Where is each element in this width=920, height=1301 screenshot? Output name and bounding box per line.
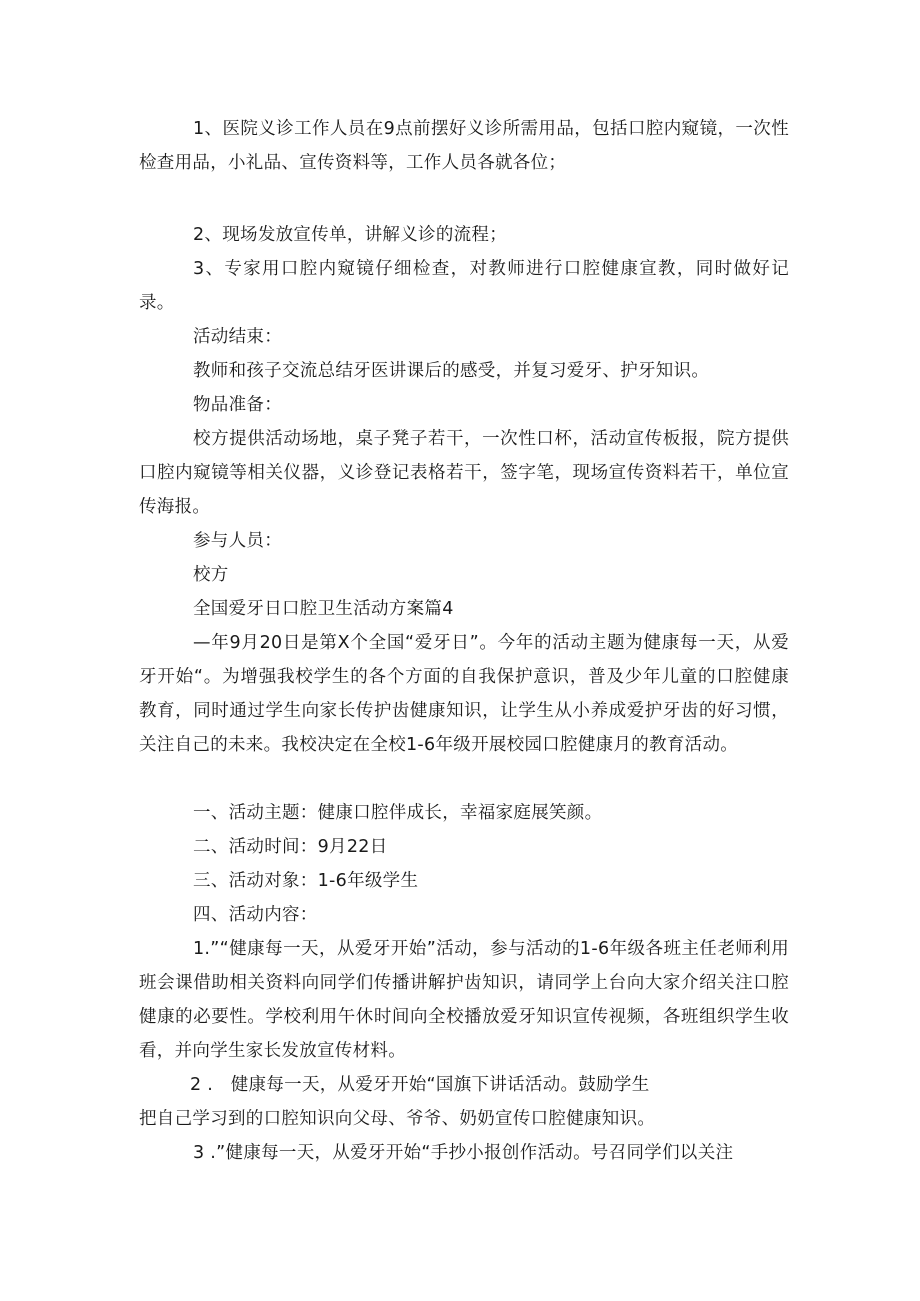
item-content-heading: 四、活动内容： (193, 905, 318, 925)
content-item-2-line1: 2 . 健康每一天，从爱牙开始“国旗下讲话活动。鼓励学生 (190, 1075, 650, 1095)
paragraph-supplies: 校方提供活动场地，桌子凳子若干，一次性口杯，活动宣传板报，院方提供口腔内窥镜等相关仪器，义诊登记表格若干，签字笔，现场宣传资料若干，单位宣传海报。 (139, 429, 789, 517)
paragraph-item-3: 3、专家用口腔内窥镜仔细检查，对教师进行口腔健康宣教，同时做好记录。 (139, 259, 789, 313)
content-item-2-line2: 把自己学习到的口腔知识向父母、爷爷、奶奶宣传口腔健康知识。 (139, 1109, 656, 1129)
content-item-1: 1.”“健康每一天，从爱牙开始”活动，参与活动的1-6年级各班主任老师利用班会课借助相关资料向同学们传播讲解护齿知识，请同学上台向大家介绍关注口腔健康的必要性。学校利用午休时间向全校播放爱牙知识宣传视频，各班组织学生收看，并向学生家长发放宣传材料。 (139, 939, 789, 1061)
heading-supplies: 物品准备： (193, 395, 282, 415)
content-item-3: 3 .”健康每一天，从爱牙开始“手抄小报创作活动。号召同学们以关注 (193, 1143, 734, 1163)
heading-activity-end: 活动结束： (193, 327, 282, 347)
item-audience: 三、活动对象：1-6年级学生 (193, 871, 419, 891)
paragraph-participants: 校方 (193, 565, 229, 585)
item-time: 二、活动时间：9月22日 (193, 837, 388, 857)
item-theme: 一、活动主题：健康口腔伴成长，幸福家庭展笑颜。 (193, 803, 603, 823)
paragraph-activity-end: 教师和孩子交流总结牙医讲课后的感受，并复习爱牙、护牙知识。 (193, 361, 710, 381)
paragraph-item-1: 1、医院义诊工作人员在9点前摆好义诊所需用品，包括口腔内窥镜，一次性检查用品，小礼品、宣传资料等，工作人员各就各位； (139, 119, 789, 173)
section-title: 全国爱牙日口腔卫生活动方案篇4 (193, 599, 454, 619)
paragraph-item-2: 2、现场发放宣传单，讲解义诊的流程； (193, 225, 508, 245)
paragraph-intro: —年9月20日是第X个全国“爱牙日”。今年的活动主题为健康每一天，从爱牙开始“。为增强我校学生的各个方面的自我保护意识，普及少年儿童的口腔健康教育，同时通过学生向家长传护齿健康知识，让学生从小养成爱护牙齿的好习惯，关注自己的未来。我校决定在全校1-6年级开展校园口腔健康月的教育活动。 (139, 633, 789, 755)
heading-participants: 参与人员： (193, 531, 282, 551)
